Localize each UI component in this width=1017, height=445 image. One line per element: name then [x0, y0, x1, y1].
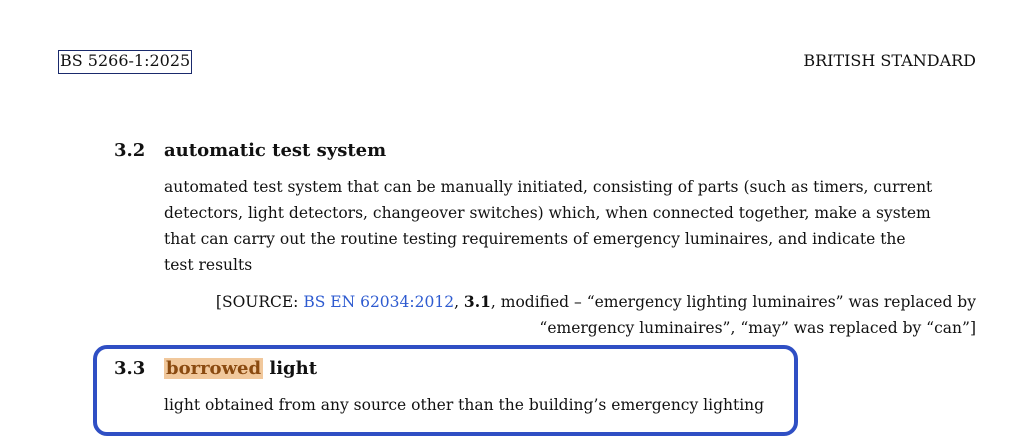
source-line-1: [196, 289, 976, 315]
source-note: [196, 289, 976, 341]
term-title-borrowed-light: [164, 358, 317, 380]
source-modification: , modified – “emergency lighting luminaires” was replaced by: [490, 293, 976, 311]
definition-line: detectors, light detectors, changeover switches) which, when connected together, make a system: [164, 204, 931, 222]
definition-line: light obtained from any source other than the building’s emergency lighting: [164, 396, 765, 414]
term-definition-3-2: [164, 174, 964, 278]
document-id: BS 5266-1:2025: [58, 50, 192, 74]
term-number-3-2: 3.2: [114, 140, 146, 161]
standard-label: BRITISH STANDARD: [803, 51, 976, 70]
source-line-2: “emergency luminaires”, “may” was replaced by “can”]: [539, 319, 976, 337]
term-title-automatic-test-system: automatic test system: [164, 140, 387, 161]
term-definition-3-3: [164, 392, 964, 418]
source-separator: ,: [454, 293, 464, 311]
definition-line: automated test system that can be manually initiated, consisting of parts (such as timers, current: [164, 178, 933, 196]
definition-line: test results: [164, 256, 253, 274]
source-clause: 3.1: [463, 292, 491, 311]
source-prefix: [SOURCE:: [215, 293, 304, 311]
source-reference-link[interactable]: BS EN 62034:2012: [303, 293, 455, 311]
search-highlight: borrowed: [166, 358, 262, 379]
term-number-3-3: 3.3: [114, 358, 146, 379]
definition-line: that can carry out the routine testing requirements of emergency luminaires, and indicate the: [164, 230, 906, 248]
term-title-rest: light: [263, 358, 318, 379]
